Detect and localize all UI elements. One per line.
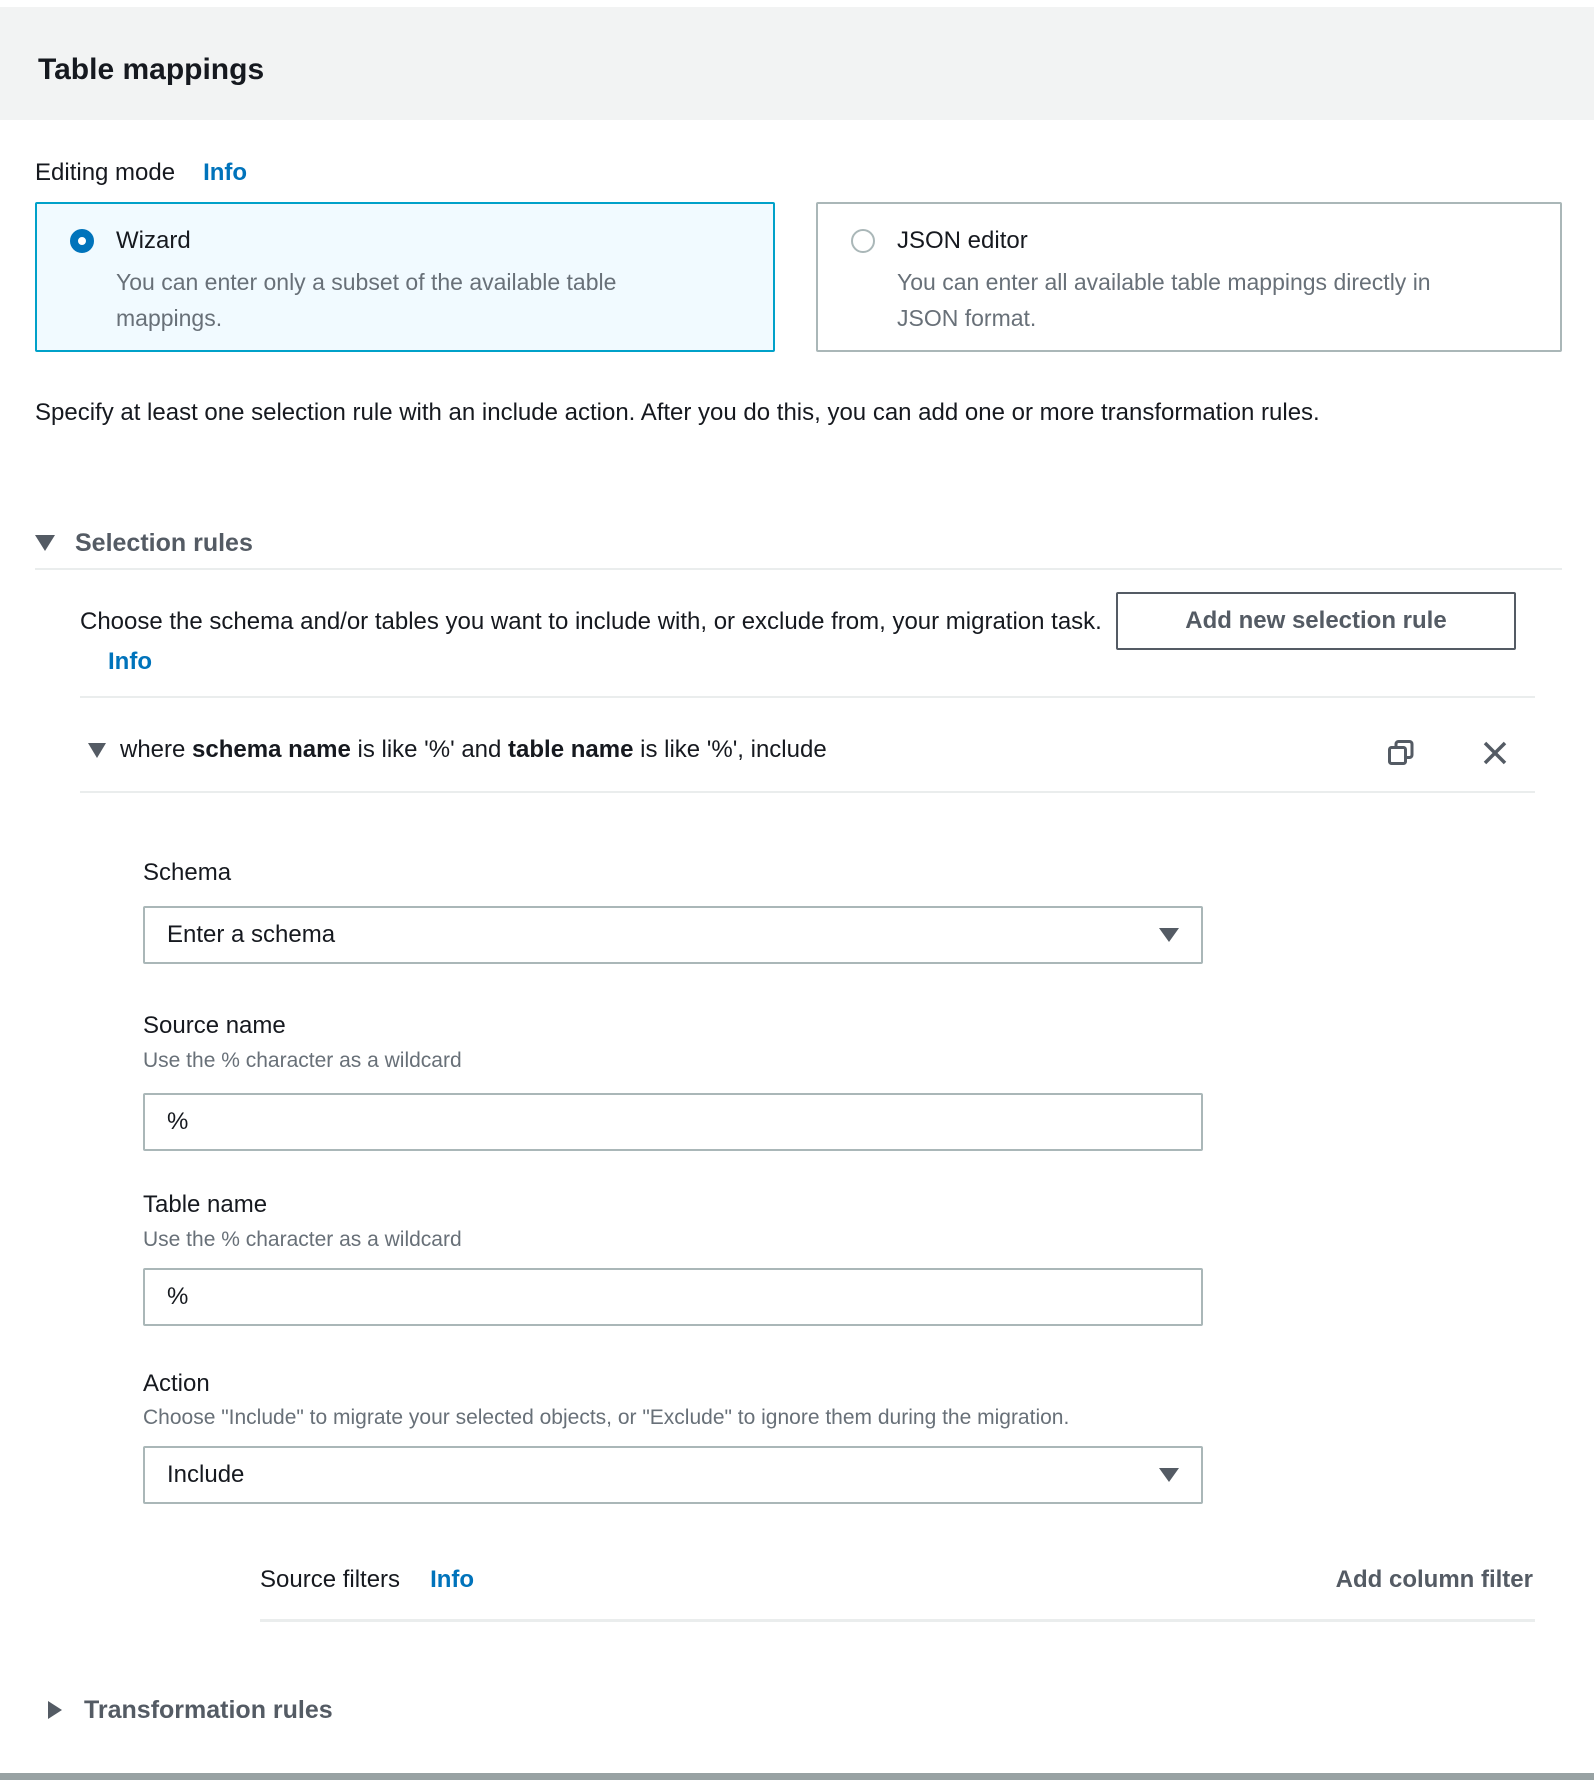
table-name-hint: Use the % character as a wildcard (143, 1228, 462, 1251)
source-name-input[interactable] (143, 1093, 1203, 1151)
json-editor-option-label: JSON editor (897, 227, 1028, 254)
selection-rule-summary-row (88, 733, 827, 767)
radio-unselected-icon[interactable] (851, 229, 875, 253)
close-rule-icon[interactable] (1479, 737, 1511, 769)
transformation-rules-title: Transformation rules (84, 1696, 333, 1724)
divider (80, 696, 1535, 698)
chevron-down-icon[interactable] (88, 743, 106, 758)
intro-text: Specify at least one selection rule with an include action. After you do this, you can add one or more transformation rules. (35, 399, 1320, 426)
rule-summary-mid: is like '%' and (350, 736, 509, 763)
selection-rules-info-link[interactable]: Info (108, 648, 152, 675)
editing-mode-info-link[interactable]: Info (203, 159, 248, 186)
action-label: Action (143, 1370, 210, 1397)
add-new-selection-rule-label: Add new selection rule (1185, 607, 1447, 634)
table-name-label: Table name (143, 1191, 268, 1218)
source-filters-row (260, 1563, 474, 1597)
json-editor-option-description: You can enter all available table mappings directly in JSON format. (897, 269, 1431, 331)
schema-select-value: Enter a schema (167, 921, 336, 948)
selection-rules-description (80, 602, 1110, 682)
rule-summary-schema: schema name (192, 736, 351, 763)
schema-select[interactable] (143, 906, 1203, 964)
divider (80, 791, 1535, 793)
add-column-filter-button[interactable]: Add column filter (1335, 1566, 1533, 1593)
rule-summary-table: table name (508, 736, 634, 763)
source-filters-info-link[interactable]: Info (430, 1566, 475, 1593)
selection-rules-expander[interactable] (35, 528, 253, 558)
page-title: Table mappings (38, 53, 265, 86)
source-filters-label: Source filters (260, 1566, 401, 1593)
chevron-down-icon (35, 535, 55, 551)
add-new-selection-rule-button[interactable] (1116, 592, 1516, 650)
rule-summary-prefix: where (120, 736, 193, 763)
wizard-option-description: You can enter only a subset of the available table mappings. (116, 269, 617, 331)
editing-mode-option-wizard[interactable] (35, 202, 775, 352)
source-name-label: Source name (143, 1012, 286, 1039)
panel-header (0, 7, 1594, 120)
rule-summary-suffix: is like '%', include (633, 736, 827, 763)
action-hint: Choose "Include" to migrate your selected objects, or "Exclude" to ignore them during the migration. (143, 1406, 1070, 1429)
source-name-hint: Use the % character as a wildcard (143, 1049, 462, 1072)
transformation-rules-expander[interactable] (48, 1694, 333, 1726)
caret-down-icon (1159, 1468, 1179, 1482)
action-select[interactable] (143, 1446, 1203, 1504)
copy-rule-icon[interactable] (1385, 737, 1417, 769)
editing-mode-row (35, 156, 247, 190)
selection-rules-description-text: Choose the schema and/or tables you want to include with, or exclude from, your migration task. (80, 608, 1102, 635)
editing-mode-option-json-editor[interactable] (816, 202, 1562, 352)
divider (260, 1619, 1535, 1622)
rule-summary-text (120, 733, 827, 767)
editing-mode-label: Editing mode (35, 159, 176, 186)
schema-label: Schema (143, 859, 232, 886)
wizard-option-label: Wizard (116, 227, 191, 254)
radio-selected-icon[interactable] (70, 229, 94, 253)
table-name-input[interactable] (143, 1268, 1203, 1326)
selection-rules-title: Selection rules (75, 529, 253, 557)
chevron-right-icon (48, 1701, 62, 1719)
divider (35, 568, 1562, 570)
footer-bar (0, 1773, 1594, 1780)
action-select-value: Include (167, 1461, 245, 1488)
caret-down-icon (1159, 928, 1179, 942)
